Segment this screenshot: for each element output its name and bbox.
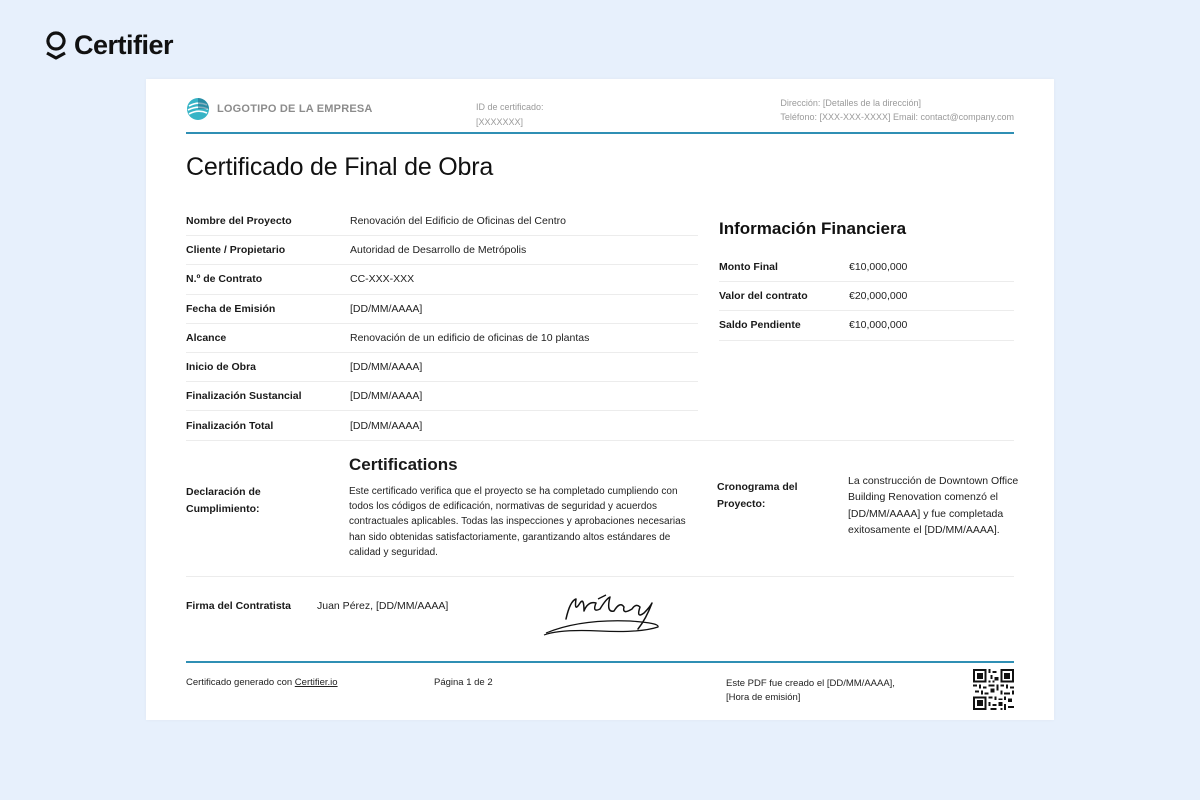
detail-label: Fecha de Emisión [186, 302, 276, 315]
financial-info [719, 207, 1014, 341]
detail-row [186, 353, 698, 382]
detail-label: Nombre del Proyecto [186, 215, 292, 228]
financial-row [719, 253, 1014, 282]
company-address: Dirección: [Detalles de la dirección] [780, 98, 921, 108]
certificate-id-value: [XXXXXXX] [476, 117, 524, 127]
schedule-text: La construcción de Downtown Office Building Renovation comenzó el [DD/MM/AAAA] y fue completada exitosamente el [DD/MM/AAAA]. [848, 475, 1019, 536]
financial-row [719, 311, 1014, 340]
financial-title: Información Financiera [719, 219, 907, 238]
signature-label: Firma del Contratista [186, 600, 292, 612]
pdf-created-info [726, 677, 895, 705]
company-logo-text: LOGOTIPO DE LA EMPRESA [217, 103, 373, 115]
detail-value: Renovación del Edificio de Oficinas del Centro [350, 215, 566, 228]
certificate-header [186, 79, 1014, 134]
detail-value: CC-XXX-XXX [350, 273, 415, 286]
brand-name: Certifier [74, 30, 174, 60]
footer-divider [186, 661, 1014, 663]
detail-label: Cliente / Propietario [186, 244, 286, 257]
section-divider [186, 440, 1014, 441]
detail-label: Finalización Total [186, 419, 274, 432]
detail-row [186, 411, 698, 440]
financial-value: €10,000,000 [849, 261, 908, 274]
detail-row [186, 382, 698, 411]
detail-row [186, 236, 698, 265]
page-number: Página 1 de 2 [434, 677, 493, 688]
certificate-id-label: ID de certificado: [476, 102, 544, 112]
qr-code-icon [973, 669, 1014, 710]
certifier-link[interactable]: Certifier.io [294, 677, 338, 688]
detail-value: [DD/MM/AAAA] [350, 361, 423, 374]
financial-label: Monto Final [719, 261, 778, 274]
footer-generated [186, 677, 338, 688]
company-logo-icon [186, 97, 210, 121]
certificate-title: Certificado de Final de Obra [186, 153, 494, 181]
footer-generated-prefix: Certificado generado con [186, 677, 293, 688]
financial-label: Saldo Pendiente [719, 319, 801, 332]
financial-value: €10,000,000 [849, 319, 908, 332]
financial-row [719, 282, 1014, 311]
detail-row [186, 207, 698, 236]
detail-value: Renovación de un edificio de oficinas de 10 plantas [350, 331, 590, 344]
pdf-created-date: Este PDF fue creado el [DD/MM/AAAA], [726, 678, 895, 689]
project-details-table [186, 207, 698, 441]
handwritten-signature [540, 589, 664, 637]
certifications-heading: Certifications [349, 455, 458, 474]
detail-label: N.º de Contrato [186, 273, 263, 286]
company-contact [780, 96, 1014, 124]
detail-row [186, 265, 698, 294]
certificate-id [476, 100, 544, 130]
section-divider [186, 576, 1014, 577]
detail-label: Alcance [186, 331, 227, 344]
company-logo [186, 97, 373, 121]
signature-name-date: Juan Pérez, [DD/MM/AAAA] [317, 600, 449, 612]
detail-value: [DD/MM/AAAA] [350, 419, 423, 432]
detail-label: Inicio de Obra [186, 361, 257, 374]
declaration-label: Declaración de Cumplimiento: [186, 486, 261, 515]
pdf-created-time: [Hora de emisión] [726, 692, 801, 703]
financial-value: €20,000,000 [849, 290, 908, 303]
declaration-text: Este certificado verifica que el proyecto se ha completado cumpliendo con todos los códigos de edificación, normativas de seguridad y acuerdos contractuales aplicables. Todas las inspecciones y aprobaciones necesarias han sido obtenidas satisfactoriamente, garantizando altos estándares de calidad y seguridad. [349, 486, 686, 558]
certificate-sheet [146, 79, 1054, 720]
detail-value: [DD/MM/AAAA] [350, 390, 423, 403]
detail-row [186, 324, 698, 353]
detail-value: Autoridad de Desarrollo de Metrópolis [350, 244, 527, 257]
schedule-label: Cronograma del Proyecto: [717, 481, 798, 510]
detail-row [186, 295, 698, 324]
certifier-brand [44, 30, 173, 61]
detail-label: Finalización Sustancial [186, 390, 302, 403]
financial-label: Valor del contrato [719, 290, 808, 303]
company-phone-email: Teléfono: [XXX-XXX-XXXX] Email: contact@company.com [780, 112, 1014, 122]
detail-value: [DD/MM/AAAA] [350, 302, 423, 315]
certifier-logo-icon [44, 31, 68, 61]
